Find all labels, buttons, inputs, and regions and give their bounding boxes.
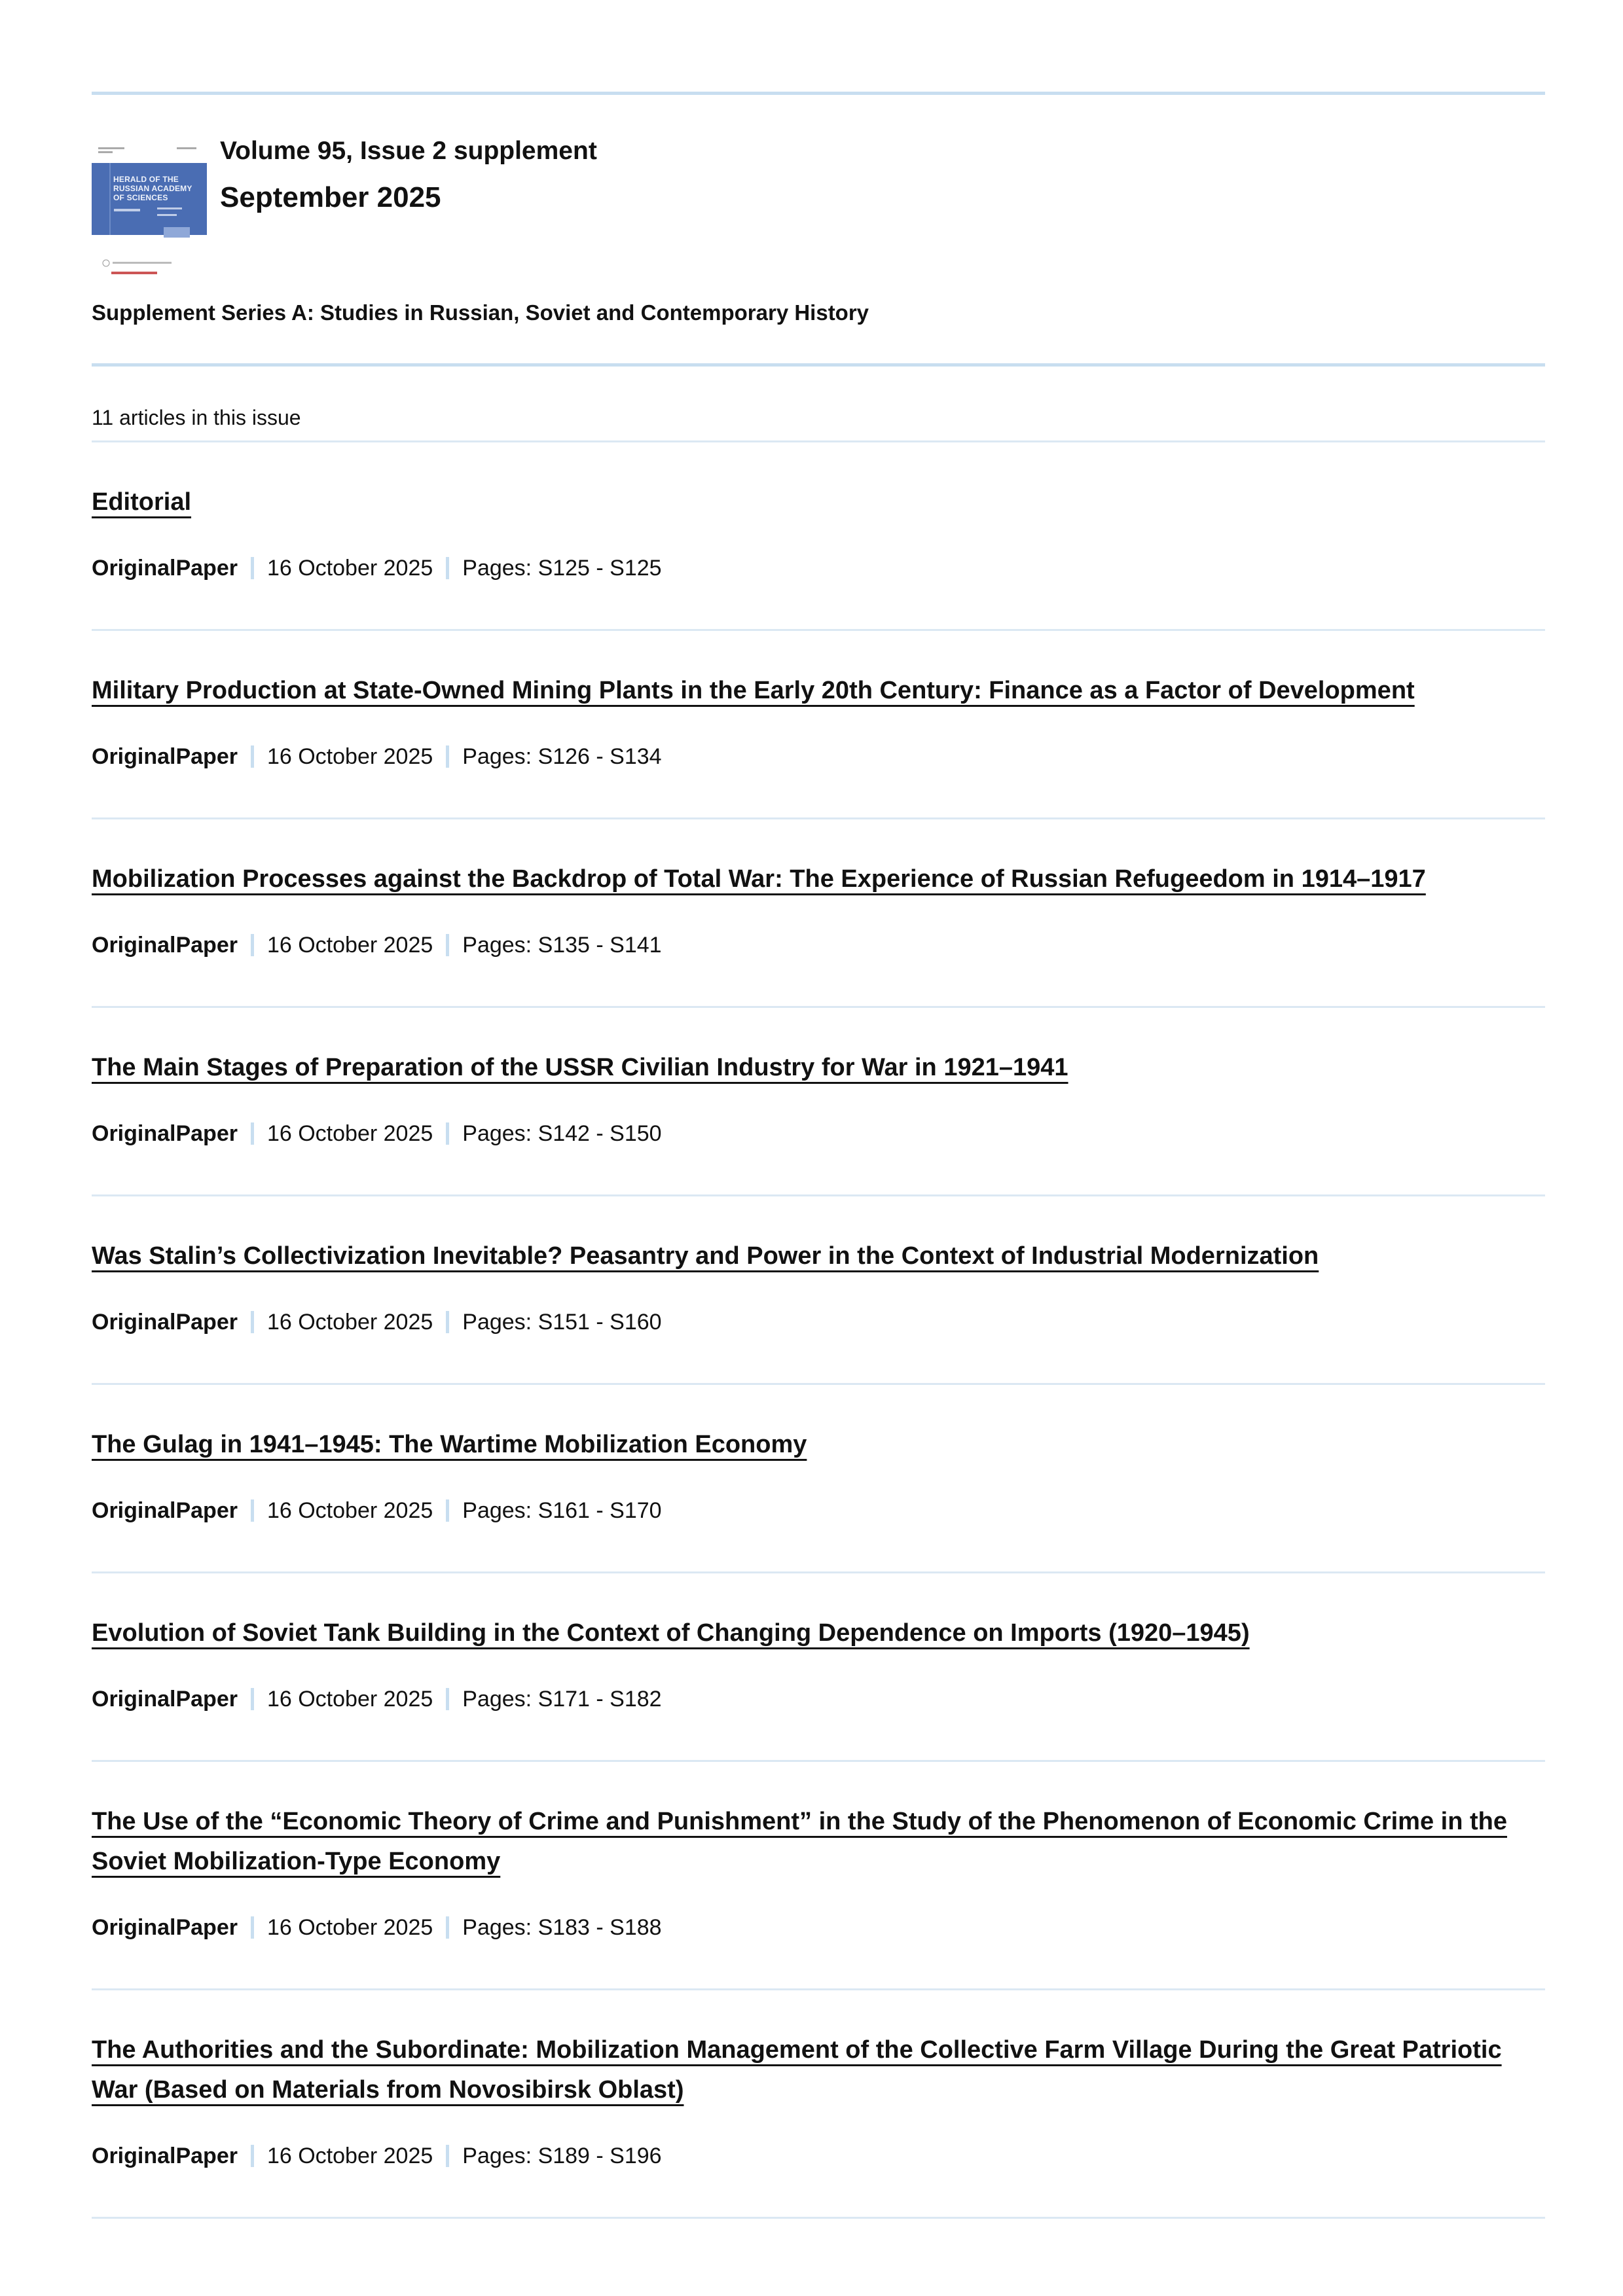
article-type: OriginalPaper [92,1121,238,1146]
article-pages: Pages: S142 - S150 [462,1121,662,1146]
article-pages: Pages: S189 - S196 [462,2144,662,2168]
article-title [92,1425,1545,1465]
article-title-link[interactable]: The Use of the “Economic Theory of Crime and Punishment” in the Study of the Phenomenon of Economic Crime in the Soviet Mobilization-Type Economy [92,1808,1507,1875]
article-date: 16 October 2025 [266,744,433,769]
article-item [92,1385,1545,1573]
article-item [92,631,1545,819]
article-meta [92,1494,1545,1527]
article-type: OriginalPaper [92,1310,238,1335]
issue-header [92,95,1545,363]
article-date: 16 October 2025 [266,933,433,958]
article-type: OriginalPaper [92,1915,238,1940]
article-title-link[interactable]: Was Stalin’s Collectivization Inevitable? Peasantry and Power in the Context of Industrial Modernization [92,1242,1319,1270]
article-type: OriginalPaper [92,744,238,769]
journal-cover-image[interactable] [92,142,207,276]
issue-page [92,92,1545,2219]
meta-separator [251,1122,254,1145]
article-type: OriginalPaper [92,556,238,581]
article-count: 11 articles in this issue [92,406,301,429]
article-item [92,442,1545,631]
meta-separator [446,1122,449,1145]
article-item [92,1762,1545,1990]
article-meta [92,1683,1545,1715]
article-date: 16 October 2025 [266,1498,433,1523]
meta-separator [251,1688,254,1710]
article-pages: Pages: S183 - S188 [462,1915,662,1940]
meta-separator [251,745,254,768]
article-pages: Pages: S171 - S182 [462,1687,662,1712]
article-type: OriginalPaper [92,1687,238,1712]
article-title-link[interactable]: The Main Stages of Preparation of the USSR Civilian Industry for War in 1921–1941 [92,1054,1068,1081]
article-date: 16 October 2025 [266,1687,433,1712]
article-meta [92,2140,1545,2172]
meta-separator [251,2145,254,2167]
article-meta [92,1306,1545,1338]
article-date: 16 October 2025 [266,1121,433,1146]
article-title [92,859,1545,899]
article-item [92,1990,1545,2219]
article-title-link[interactable]: The Gulag in 1941–1945: The Wartime Mobilization Economy [92,1431,807,1458]
meta-separator [251,1916,254,1939]
article-item [92,1573,1545,1762]
article-meta [92,1911,1545,1944]
meta-separator [446,557,449,579]
article-pages: Pages: S135 - S141 [462,933,662,958]
article-list [92,442,1545,2219]
article-pages: Pages: S161 - S170 [462,1498,662,1523]
article-pages: Pages: S151 - S160 [462,1310,662,1335]
meta-separator [446,2145,449,2167]
meta-separator [446,1311,449,1333]
meta-separator [446,1688,449,1710]
article-title-link[interactable]: Military Production at State-Owned Mining Plants in the Early 20th Century: Finance as a Factor of Development [92,677,1415,704]
article-meta [92,552,1545,584]
article-type: OriginalPaper [92,1498,238,1523]
article-title [92,1802,1545,1882]
article-item [92,819,1545,1008]
meta-separator [251,934,254,956]
article-date: 16 October 2025 [266,1915,433,1940]
meta-separator [251,1311,254,1333]
article-pages: Pages: S126 - S134 [462,744,662,769]
article-title [92,1048,1545,1088]
supplement-series: Supplement Series A: Studies in Russian, Soviet and Contemporary History [92,300,869,325]
article-title [92,482,1545,522]
article-item [92,1196,1545,1385]
article-title-link[interactable]: Evolution of Soviet Tank Building in the Context of Changing Dependence on Imports (1920–1945) [92,1619,1250,1647]
issue-date: September 2025 [220,181,441,213]
article-type: OriginalPaper [92,2144,238,2168]
article-title [92,2030,1545,2110]
article-title-link[interactable]: Editorial [92,488,192,516]
article-title [92,671,1545,711]
issue-volume: Volume 95, Issue 2 supplement [220,137,597,165]
article-title-link[interactable]: Mobilization Processes against the Backdrop of Total War: The Experience of Russian Refugeedom in 1914–1917 [92,865,1426,893]
meta-separator [251,557,254,579]
article-title [92,1613,1545,1653]
article-title-link[interactable]: The Authorities and the Subordinate: Mobilization Management of the Collective Farm Village During the Great Patriotic War (Based on Materials from Novosibirsk Oblast) [92,2036,1502,2104]
article-title [92,1236,1545,1276]
article-date: 16 October 2025 [266,1310,433,1335]
article-date: 16 October 2025 [266,556,433,581]
article-meta [92,929,1545,961]
meta-separator [251,1499,254,1522]
meta-separator [446,934,449,956]
meta-separator [446,1916,449,1939]
meta-separator [446,1499,449,1522]
cover-title: HERALD OF THE RUSSIAN ACADEMY OF SCIENCES [113,175,192,202]
article-pages: Pages: S125 - S125 [462,556,662,581]
meta-separator [446,745,449,768]
article-meta [92,740,1545,773]
article-date: 16 October 2025 [266,2144,433,2168]
article-type: OriginalPaper [92,933,238,958]
article-meta [92,1117,1545,1150]
article-item [92,1008,1545,1196]
